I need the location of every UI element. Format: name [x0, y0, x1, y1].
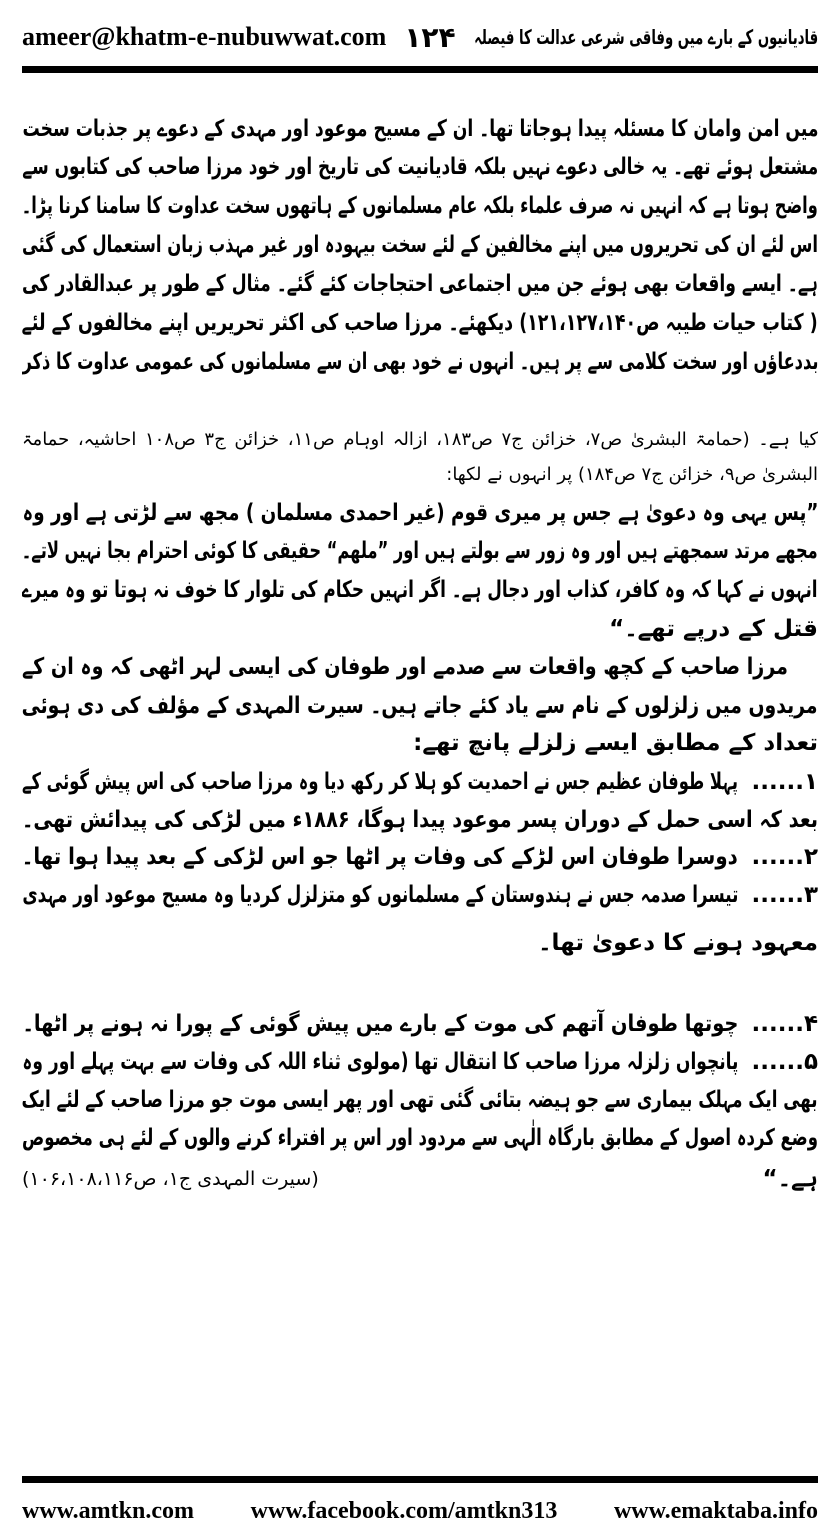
line-text: اس لئے ان کی تحریروں میں اپنے مخالفین کے لئے سخت بیہودہ اور غیر مہذب زبان استعمال کی گئی [22, 232, 818, 258]
item-text [22, 876, 738, 914]
list-item-4 [22, 1005, 818, 1043]
header-divider [22, 66, 818, 73]
text-line [22, 1081, 818, 1119]
item-number: ۳...... [751, 882, 818, 908]
item-text-content: تیسرا صدمہ جس نے ہندوستان کے مسلمانوں کو متزلزل کردیا وہ مسیح موعود اور مہدی [22, 882, 738, 908]
line-text: البشریٰ ص۹، خزائن ج۷ ص۱۸۴) پر انہوں نے لکھا: [446, 464, 818, 485]
item-text [22, 763, 738, 801]
line-text: وضع کردہ اصول کے مطابق بارگاہ الٰہی سے مردود اور اس پر افتراء کرنے والوں کے لئے ہی مخصوص [22, 1125, 818, 1151]
line-text: ہے۔ ایسے واقعات بھی ہوئے جن میں اجتماعی احتجاجات کئے گئے۔ مثال کے طور پر عبدالقادر کی [22, 271, 818, 297]
text-line [22, 304, 818, 342]
header-email: ameer@khatm-e-nubuwwat.com [22, 22, 387, 51]
item-number: ۴...... [751, 1011, 818, 1037]
line-text: مجھے مرتد سمجھتے ہیں اور وہ زور سے بولتے ہیں اور ”ملھم“ حقیقی کا کوئی احترام بجا نہیں لاتے۔ [22, 538, 818, 564]
text-line [22, 648, 818, 686]
quote-line [22, 610, 818, 648]
footer-divider [22, 1476, 818, 1483]
item-text-content: دوسرا طوفان اس لڑکے کی وفات پر اٹھا جو اس لڑکی کے بعد پیدا ہوا تھا۔ [22, 844, 738, 870]
citation: (سیرت المہدی ج۱، ص۱۰۶،۱۰۸،۱۱۶) [22, 1168, 319, 1190]
line-text: تعداد کے مطابق ایسے زلزلے پانچ تھے: [413, 730, 818, 756]
line-text: مریدوں میں زلزلوں کے نام سے یاد کئے جاتے ہیں۔ سیرت المہدی کے مؤلف کی دی ہوئی [22, 693, 818, 719]
text-line [22, 187, 818, 225]
list-item-3 [22, 876, 818, 914]
line-text: قتل کے درپے تھے۔“ [609, 616, 818, 642]
reference-line [22, 421, 818, 459]
text-line [22, 265, 818, 303]
line-text: میں امن وامان کا مسئلہ پیدا ہوجاتا تھا۔ ان کے مسیح موعود اور مہدی کے دعوے پر جذبات سخت [22, 116, 818, 142]
text-line [22, 343, 818, 381]
page-header [22, 14, 818, 60]
line-text: ”پس یہی وہ دعویٰ ہے جس پر میری قوم (غیر احمدی مسلمان ) مجھ سے لڑتی ہے اور وہ [22, 500, 818, 526]
text-line [22, 226, 818, 264]
item-number: ۱...... [751, 769, 818, 795]
text-line [22, 924, 818, 962]
footer-link-emaktaba[interactable]: www.emaktaba.info [613, 1498, 818, 1524]
line-text: مشتعل ہوئے تھے۔ یہ خالی دعوے نہیں بلکہ قادیانیت کی تاریخ اور خود مرزا صاحب کی کتابوں سے [22, 154, 818, 180]
item-number: ۲...... [751, 844, 818, 870]
item-text [22, 1043, 738, 1081]
list-item-2 [22, 838, 818, 876]
quote-line [22, 571, 818, 609]
text-line [22, 1119, 818, 1157]
line-text: مرزا صاحب کے کچھ واقعات سے صدمے اور طوفان کی ایسی لہر اٹھی کہ وہ ان کے [22, 654, 788, 680]
line-text: بھی ایک مہلک بیماری سے جو ہیضہ بتائی گئی تھی اور پھر ایسی موت جو مرزا صاحب کے لئے ایک [22, 1087, 818, 1113]
item-text [22, 1005, 738, 1043]
text-line [22, 724, 818, 762]
text-line [22, 801, 818, 839]
page-footer [22, 1498, 818, 1534]
line-text: معہود ہونے کا دعویٰ تھا۔ [538, 930, 818, 956]
item-number: ۵...... [751, 1049, 818, 1075]
text-line [22, 687, 818, 725]
quote-line [22, 532, 818, 570]
footer-link-website[interactable]: www.amtkn.com [22, 1498, 194, 1524]
line-text: ( کتاب حیات طیبہ ص۱۲۱،۱۲۷،۱۴۰) دیکھئے۔ مرزا صاحب کی اکثر تحریریں اپنے مخالفوں کے لئے [22, 310, 818, 336]
list-item-5 [22, 1043, 818, 1081]
line-text: واضح ہوتا ہے کہ انہیں نہ صرف علماء بلکہ عام مسلمانوں کے ہاتھوں سخت عداوت کا سامنا کرنا پڑا۔ [22, 193, 818, 219]
quote-end: ہے۔“ [762, 1166, 818, 1192]
book-title [474, 25, 818, 49]
item-text-content: پہلا طوفان عظیم جس نے احمدیت کو ہلا کر رکھ دیا وہ مرزا صاحب کی اس پیش گوئی کے [22, 769, 738, 795]
line-text: کیا ہے۔ (حمامۃ البشریٰ ص۷، خزائن ج۷ ص۱۸۳، ازالہ اوہام ص۱۱، خزائن ج۳ ص۱۰۸ احاشیہ، حمامۃ [22, 429, 818, 450]
line-text: بددعاؤں اور سخت کلامی سے پر ہیں۔ انہوں نے خود بھی ان سے مسلمانوں کی عمومی عداوت کا ذکر [22, 349, 818, 375]
text-line [22, 1160, 818, 1198]
book-title-text: قادیانیوں کے بارے میں وفاقی شرعی عدالت کا فیصلہ [474, 25, 818, 49]
line-text: بعد کہ اسی حمل کے دوران پسر موعود پیدا ہوگا، ۱۸۸۶ء میں لڑکی کی پیدائش تھی۔ [22, 807, 818, 833]
text-line [22, 110, 818, 148]
item-text-content: پانچواں زلزلہ مرزا صاحب کا انتقال تھا (مولوی ثناء اللہ کی وفات سے بہت پہلے اور وہ [22, 1049, 738, 1075]
reference-line [22, 456, 818, 494]
item-text [22, 838, 738, 876]
list-item-1 [22, 763, 818, 801]
item-text-content: چوتھا طوفان آتھم کی موت کے بارے میں پیش گوئی کے پورا نہ ہونے پر اٹھا۔ [22, 1011, 738, 1037]
footer-link-facebook[interactable]: www.facebook.com/amtkn313 [250, 1498, 558, 1524]
quote-line [22, 494, 818, 532]
text-line [22, 148, 818, 186]
page-number: ۱۲۴ [404, 20, 456, 54]
line-text: انہوں نے کہا کہ وہ کافر، کذاب اور دجال ہے۔ اگر انہیں حکام کی تلوار کا خوف نہ ہوتا تو وہ میرے [22, 577, 818, 603]
